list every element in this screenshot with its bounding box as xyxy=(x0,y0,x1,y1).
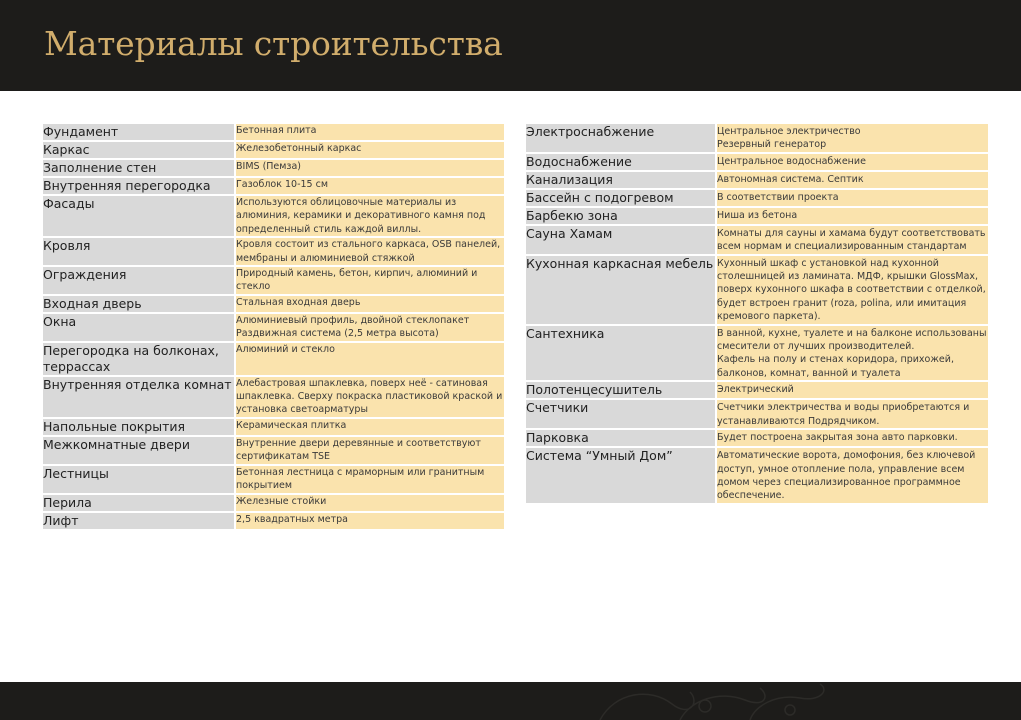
right-table-row xyxy=(526,326,988,381)
left-table-row-label: Входная дверь xyxy=(43,296,236,312)
page-header xyxy=(0,0,1021,91)
left-table-row-value: Керамическая плитка xyxy=(236,419,504,435)
left-table-row-value: Внутренние двери деревянные и соответствуют сертификатам TSE xyxy=(236,437,504,464)
left-table-row-label: Межкомнатные двери xyxy=(43,437,236,464)
right-table-row-label: Кухонная каркасная мебель xyxy=(526,256,717,324)
left-table-row xyxy=(43,495,504,511)
right-table-row-value: Счетчики электричества и воды приобретаются и устанавливаются Подрядчиком. xyxy=(717,400,988,428)
left-table-row-label: Окна xyxy=(43,314,236,341)
left-table-row-label: Внутренняя перегородка xyxy=(43,178,236,194)
page-footer xyxy=(0,682,1021,720)
right-table-row-label: Парковка xyxy=(526,430,717,446)
right-table-row xyxy=(526,400,988,428)
left-table-row-value: Стальная входная дверь xyxy=(236,296,504,312)
right-table-row-value: Центральное водоснабжение xyxy=(717,154,988,170)
right-table-row-label: Счетчики xyxy=(526,400,717,428)
left-table-row xyxy=(43,296,504,312)
right-table-row xyxy=(526,124,988,152)
right-table-row xyxy=(526,430,988,446)
right-table-row-value: Ниша из бетона xyxy=(717,208,988,224)
left-table-row xyxy=(43,142,504,158)
left-table-row-value: BIMS (Пемза) xyxy=(236,160,504,176)
right-table-row-label: Канализация xyxy=(526,172,717,188)
left-table-row-label: Каркас xyxy=(43,142,236,158)
right-table-row-value: Комнаты для сауны и хамама будут соответствовать всем нормам и специализированным стандартам xyxy=(717,226,988,254)
left-table-row-label: Лестницы xyxy=(43,466,236,493)
left-table-row-label: Ограждения xyxy=(43,267,236,294)
left-table-row xyxy=(43,196,504,236)
right-table-row-value: В ванной, кухне, туалете и на балконе использованы смесители от лучших производителей. Кафель на полу и стенах коридора, прихожей, балконов, комнат, ванной и туалета xyxy=(717,327,987,379)
right-table-row xyxy=(526,226,988,254)
left-table-row-value: Газоблок 10-15 см xyxy=(236,178,504,194)
left-table-row-label: Внутренняя отделка комнат xyxy=(43,377,236,417)
left-table-row-label: Перила xyxy=(43,495,236,511)
left-table-row xyxy=(43,314,504,341)
right-table-row-label: Электроснабжение xyxy=(526,124,717,152)
left-table-row-value: Бетонная плита xyxy=(236,124,504,140)
right-table-row-label: Водоснабжение xyxy=(526,154,717,170)
left-table-row-label: Перегородка на болконах, террассах xyxy=(43,343,236,375)
right-table-row-label: Сантехника xyxy=(526,326,717,381)
right-table-row xyxy=(526,382,988,398)
right-table-row-value: Электрический xyxy=(717,382,988,398)
right-table-row-value: Центральное электричество Резервный генератор xyxy=(717,124,988,152)
materials-table-right xyxy=(526,122,988,505)
left-table-row-value: Природный камень, бетон, кирпич, алюминий и стекло xyxy=(236,267,504,294)
left-table-row xyxy=(43,437,504,464)
right-table-row xyxy=(526,154,988,170)
right-table-row-label: Бассейн с подогревом xyxy=(526,190,717,206)
left-table-row-label: Фундамент xyxy=(43,124,236,140)
right-table-row-label: Барбекю зона xyxy=(526,208,717,224)
left-table-row xyxy=(43,343,504,375)
left-table-row-value: Алебастровая шпаклевка, поверх неё - сатиновая шпаклевка. Сверху покраска пластиковой краской и установка светоарматуры xyxy=(236,377,503,416)
left-table-row-label: Напольные покрытия xyxy=(43,419,236,435)
right-table-row-value: В соответствии проекта xyxy=(717,190,988,206)
right-table-row-value: Кухонный шкаф с установкой над кухонной столешницей из ламината. МДФ, крышки GlossMax, поверх кухонного шкафа в соответствии с отделкой, будет встроен гранит (roza, polina, или имитация кремового паркета). xyxy=(717,256,988,324)
left-table-row-label: Заполнение стен xyxy=(43,160,236,176)
left-table-row xyxy=(43,178,504,194)
right-table-row-label: Сауна Хамам xyxy=(526,226,717,254)
left-table-row xyxy=(43,466,504,493)
materials-table-left xyxy=(43,122,504,531)
page-title: Материалы строительства xyxy=(44,24,503,63)
left-table-row-value: 2,5 квадратных метра xyxy=(236,513,504,529)
right-table-row xyxy=(526,190,988,206)
left-table-row xyxy=(43,513,504,529)
right-table-row-value: Автоматические ворота, домофония, без ключевой доступ, умное отопление пола, управление всем домом через специализированное программное обеспечение. xyxy=(717,448,988,503)
left-table-row-value: Алюминиевый профиль, двойной стеклопакет Раздвижная система (2,5 метра высота) xyxy=(236,314,504,341)
right-table-row xyxy=(526,256,988,324)
left-table-row-label: Фасады xyxy=(43,196,236,236)
left-table-row xyxy=(43,124,504,140)
left-table-row-value: Алюминий и стекло xyxy=(236,343,504,375)
decorative-ornament-icon xyxy=(0,682,1021,720)
right-table-row-value: Автономная система. Септик xyxy=(717,172,988,188)
left-table-row xyxy=(43,267,504,294)
left-table-row xyxy=(43,377,504,417)
right-table-row xyxy=(526,448,988,503)
right-table-row-label: Система “Умный Дом” xyxy=(526,448,717,503)
left-table-row-value: Используются облицовочные материалы из алюминия, керамики и декоративного камня под определенный стиль каждой виллы. xyxy=(236,196,504,236)
right-table-row xyxy=(526,208,988,224)
right-table-row xyxy=(526,172,988,188)
left-table-row xyxy=(43,419,504,435)
left-table-row-label: Лифт xyxy=(43,513,236,529)
left-table-row-value: Железные стойки xyxy=(236,495,504,511)
left-table-row-label: Кровля xyxy=(43,238,236,265)
left-table-row xyxy=(43,238,504,265)
left-table-row xyxy=(43,160,504,176)
left-table-row-value: Кровля состоит из стального каркаса, OSB панелей, мембраны и алюминиевой стяжкой xyxy=(236,238,504,265)
right-table-row-label: Полотенцесушитель xyxy=(526,382,717,398)
right-table-row-value: Будет построена закрытая зона авто парковки. xyxy=(717,430,988,446)
left-table-row-value: Бетонная лестница с мраморным или гранитным покрытием xyxy=(236,466,504,493)
left-table-row-value: Железобетонный каркас xyxy=(236,142,504,158)
